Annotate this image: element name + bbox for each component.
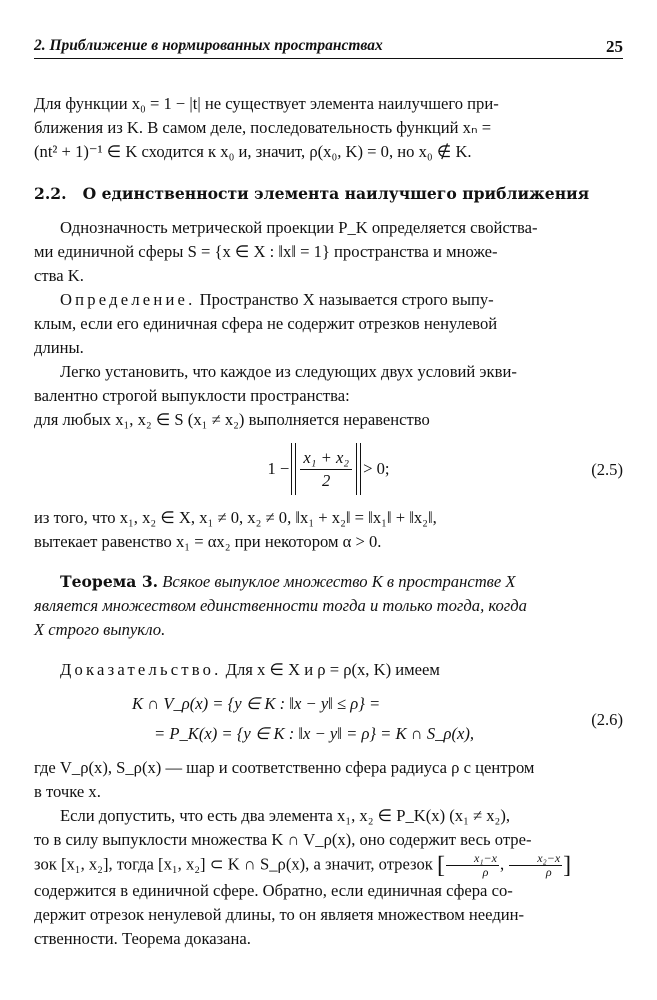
fraction-numerator: x₁ + x₂: [300, 447, 352, 470]
norm-bar-right: [356, 443, 361, 495]
bracket-open: [: [437, 852, 446, 879]
norm-bar-left: [291, 443, 296, 495]
text-line: Пространство X называется строго выпу-: [195, 290, 494, 309]
page-body: [34, 92, 623, 951]
paragraph-counterexample: [34, 92, 623, 164]
text-line: ственности. Теорема доказана.: [34, 929, 251, 948]
text-line: (nt² + 1)⁻¹ ∈ K сходится к x₀ и, значит, ρ(x₀, K) = 0, но x₀ ∉ K.: [34, 142, 472, 161]
text-line: в точке x.: [34, 782, 101, 801]
text-line: то в силу выпуклости множества K ∩ V_ρ(x), оно содержит весь отре-: [34, 830, 532, 849]
paragraph-uniqueness: [34, 216, 623, 288]
definition-paragraph: [34, 288, 623, 360]
text-line: ми единичной сферы S = {x ∈ X : ‖x‖ = 1} пространства и множе-: [34, 242, 498, 261]
text-line: валентно строгой выпуклости пространства:: [34, 386, 350, 405]
theorem-label: Теорема 3.: [60, 572, 159, 591]
fraction-denominator: 2: [322, 470, 331, 490]
text-line: где V_ρ(x), S_ρ(x) — шар и соответственно сфера радиуса ρ с центром: [34, 758, 535, 777]
paragraph-second-condition: [34, 506, 623, 554]
fraction-denominator: ρ: [482, 865, 489, 879]
formula-line: K ∩ V_ρ(x) = {y ∈ K : ‖x − y‖ ≤ ρ} =: [132, 694, 381, 713]
text-line: длины.: [34, 338, 84, 357]
text-line: ства K.: [34, 266, 84, 285]
fraction-denominator: ρ: [545, 865, 552, 879]
small-fraction: [509, 852, 562, 879]
paragraph-ball-sphere: [34, 756, 623, 804]
theorem-text: X строго выпукло.: [34, 620, 166, 639]
text-line: клым, если его единичная сфера не содержит отрезков ненулевой: [34, 314, 498, 333]
text-line: Однозначность метрической проекции P_K определяется свойства-: [60, 218, 538, 237]
bracket-close: ]: [563, 852, 572, 879]
theorem-text: является множеством единственности тогда и только тогда, когда: [34, 596, 527, 615]
text-line: Легко установить, что каждое из следующих двух условий экви-: [60, 362, 517, 381]
theorem-3: [34, 570, 623, 642]
formula-left: 1 −: [267, 459, 290, 478]
theorem-text: Всякое выпуклое множество K в пространстве X: [158, 572, 516, 591]
equation-number: (2.5): [591, 460, 623, 479]
proof-intro: [34, 658, 623, 682]
header-title: 2. Приближение в нормированных пространствах: [34, 37, 383, 54]
section-number: 2.2.: [34, 184, 67, 203]
text-line: Если допустить, что есть два элемента x₁, x₂ ∈ P_K(x) (x₁ ≠ x₂),: [60, 806, 511, 825]
text-line: для любых x₁, x₂ ∈ S (x₁ ≠ x₂) выполняется неравенство: [34, 410, 430, 429]
fraction-numerator: x₂−x: [509, 852, 562, 866]
fraction: [300, 447, 352, 492]
formula-right: > 0;: [363, 459, 390, 478]
paragraph-conditions: [34, 360, 623, 432]
page-number: 25: [606, 37, 623, 56]
text-line: Для x ∈ X и ρ = ρ(x, K) имеем: [221, 660, 440, 679]
text-line: содержится в единичной сфере. Обратно, если единичная сфера со-: [34, 881, 513, 900]
formula-2-6: [34, 688, 623, 752]
formula-2-5: [34, 438, 623, 500]
definition-label: Определение.: [60, 290, 196, 309]
paragraph-proof-body: Если допустить, что есть два элемента x₁, x₂ ∈ P_K(x) (x₁ ≠ x₂), то в силу выпуклости множества K ∩ V_ρ(x), оно содержит весь отре- зок [x₁, x₂], тогда [x₁, x₂] ⊂ K ∩ S_ρ(x), а значит, отрезок [ $\frac{\text{x₁−x}}{\rho}$ , $\frac{\text{x₂−x}}{\rho}$ ] содержится в единичной сфере. Обратно, если единичная сфера со- держит отрезок ненулевой длины, то он являетя множеством неедин- ственности. Теорема доказана.: [34, 806, 572, 948]
text-line: вытекает равенство x₁ = αx₂ при некотором α > 0.: [34, 532, 382, 551]
proof-label: Доказательство.: [60, 660, 222, 679]
section-heading: [34, 182, 623, 206]
text-line: Для функции x₀ = 1 − |t| не существует элемента наилучшего при-: [34, 94, 499, 113]
equation-number: (2.6): [591, 710, 623, 729]
small-fraction: [446, 852, 499, 879]
text-line: держит отрезок ненулевой длины, то он являетя множеством неедин-: [34, 905, 525, 924]
text-line: из того, что x₁, x₂ ∈ X, x₁ ≠ 0, x₂ ≠ 0, ‖x₁ + x₂‖ = ‖x₁‖ + ‖x₂‖,: [34, 508, 437, 527]
fraction-numerator: x₁−x: [446, 852, 499, 866]
section-title: О единственности элемента наилучшего приближения: [82, 184, 590, 203]
running-header: [34, 30, 623, 59]
text-line: зок [x₁, x₂], тогда [x₁, x₂] ⊂ K ∩ S_ρ(x), а значит, отрезок: [34, 854, 433, 874]
formula-line: = P_K(x) = {y ∈ K : ‖x − y‖ = ρ} = K ∩ S_ρ(x),: [154, 724, 475, 743]
text-line: ближения из K. В самом деле, последовательность функций xₙ =: [34, 118, 492, 137]
